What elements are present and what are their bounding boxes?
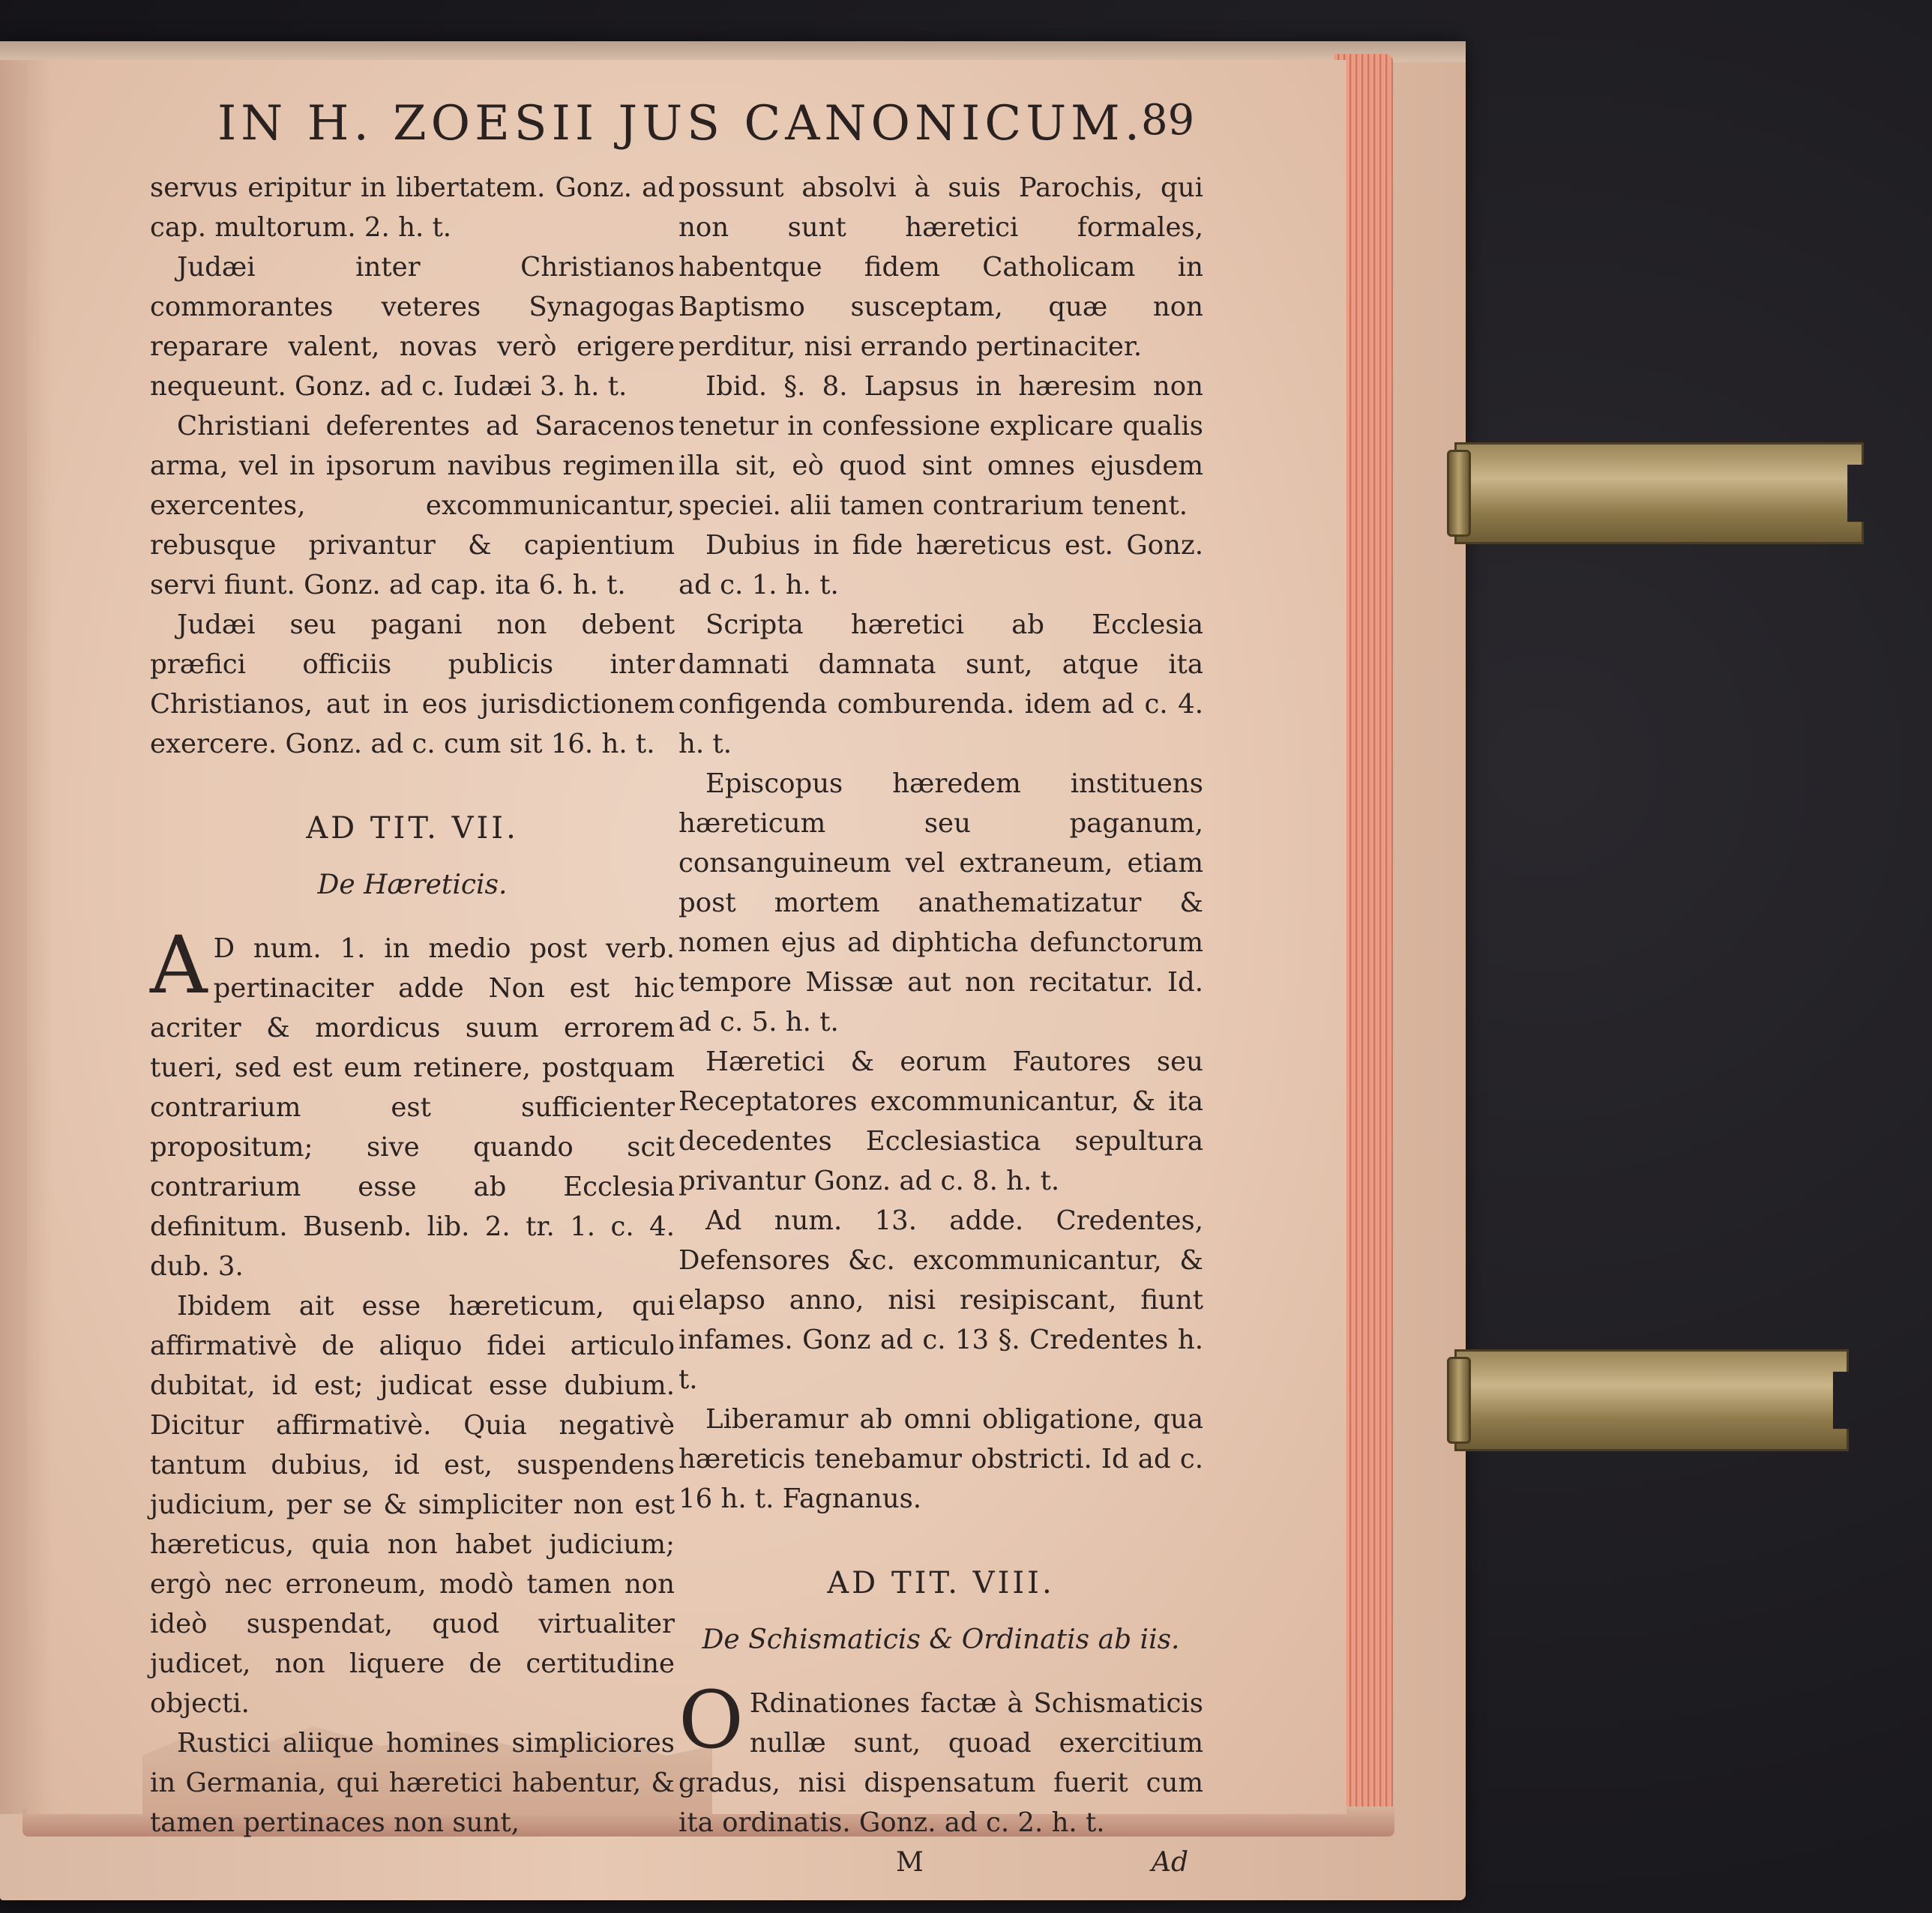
section-subheading: De Schismaticis & Ordinatis ab iis. (702, 1624, 1180, 1655)
paragraph: Dubius in fide hæreticus est. Gonz. ad c. 1. h. t. (678, 530, 1203, 600)
section-heading: AD TIT. VIII. (827, 1566, 1055, 1600)
drop-cap: O (678, 1674, 744, 1766)
left-column (150, 168, 675, 1843)
clasp-hinge-bottom (1447, 1357, 1471, 1444)
brass-clasp-bottom (1454, 1349, 1849, 1451)
right-column (678, 168, 1203, 1882)
section-subheading: De Hæreticis. (317, 870, 508, 900)
paragraph: Ad num. 13. adde. Credentes, Defensores &c. excommunicantur, & elapso anno, nisi resipiscant, fiunt infames. Gonz ad c. 13 §. Credentes h. t. (678, 1205, 1203, 1395)
paragraph: Ibid. §. 8. Lapsus in hæresim non tenetur in confessione explicare qualis illa sit, eò quod sint omnes ejusdem speciei. alii tamen contrarium tenent. (678, 371, 1203, 521)
paragraph: Hæretici & eorum Fautores seu Receptatores excommunicantur, & ita decedentes Ecclesiastica sepultura privantur Gonz. ad c. 8. h. t. (678, 1046, 1203, 1196)
paragraph: Rustici aliique homines simpliciores in Germania, qui hæretici habentur, & tamen pertinaces non sunt, (150, 1728, 675, 1838)
page-number: 89 (1141, 96, 1195, 145)
cover-top-edge (0, 41, 1466, 62)
paragraph: Judæi inter Christianos commorantes veteres Synagogas reparare valent, novas verò erigere nequeunt. Gonz. ad c. Iudæi 3. h. t. (150, 252, 675, 402)
paragraph: Judæi seu pagani non debent præfici officiis publicis inter Christianos, aut in eos jurisdictionem exercere. Gonz. ad c. cum sit 16. h. t. (150, 609, 675, 759)
catchword: Ad (1151, 1847, 1188, 1878)
paragraph: Scripta hæretici ab Ecclesia damnati damnata sunt, atque ita configenda comburenda. idem ad c. 4. h. t. (678, 609, 1203, 759)
paragraph-dropcap (150, 919, 675, 1286)
clasp-hinge-top (1447, 450, 1471, 537)
paragraph: Ibidem ait esse hæreticum, qui affirmativè de aliquo fidei articulo dubitat, id est; judicat esse dubium. Dicitur affirmativè. Quia negativè tantum dubius, id est, suspendens judicium, per se & simpliciter non est hæreticus, quia non habet judicium; ergò nec erroneum, modò tamen non ideò suspendat, quod virtualiter judicet, non liquere de certitudine objecti. (150, 1291, 675, 1719)
paragraph: Liberamur ab omni obligatione, qua hæreticis tenebamur obstricti. Id ad c. 16 h. t. Fagnanus. (678, 1404, 1203, 1514)
signature-mark: M (896, 1847, 924, 1878)
section-heading: AD TIT. VII. (306, 811, 519, 846)
paragraph-text: Rdinationes factæ à Schismaticis nullæ sunt, quoad exercitium gradus, nisi dispensatum fuerit cum ita ordinatis. Gonz. ad c. 2. h. t. (678, 1688, 1203, 1838)
paragraph: possunt absolvi à suis Parochis, qui non sunt hæretici formales, habentque fidem Catholicam in Baptismo susceptam, quæ non perditur, nisi errando pertinaciter. (678, 172, 1203, 362)
page-gutter (0, 60, 52, 1814)
paragraph: Christiani deferentes ad Saracenos arma, vel in ipsorum navibus regimen exercentes, excommunicantur, rebusque privantur & capientium servi fiunt. Gonz. ad cap. ita 6. h. t. (150, 411, 675, 600)
brass-clasp-top (1454, 442, 1864, 544)
paragraph: servus eripitur in libertatem. Gonz. ad cap. multorum. 2. h. t. (150, 172, 675, 243)
paragraph: Episcopus hæredem instituens hæreticum seu paganum, consanguineum vel extraneum, etiam post mortem anathematizatur & nomen ejus ad diphticha defunctorum tempore Missæ aut non recitatur. Id. ad c. 5. h. t. (678, 768, 1203, 1037)
running-head: IN H. ZOESII JUS CANONICUM. (217, 96, 1145, 151)
paragraph-text: D num. 1. in medio post verb. pertinaciter adde Non est hic acriter & mordicus suum errorem tueri, sed est eum retinere, postquam contrarium est sufficienter propositum; sive quando scit contrarium esse ab Ecclesia definitum. Busenb. lib. 2. tr. 1. c. 4. dub. 3. (150, 933, 675, 1282)
catchwords-line (678, 1843, 1203, 1882)
paragraph-dropcap (678, 1674, 1203, 1843)
drop-cap: A (150, 919, 208, 1011)
